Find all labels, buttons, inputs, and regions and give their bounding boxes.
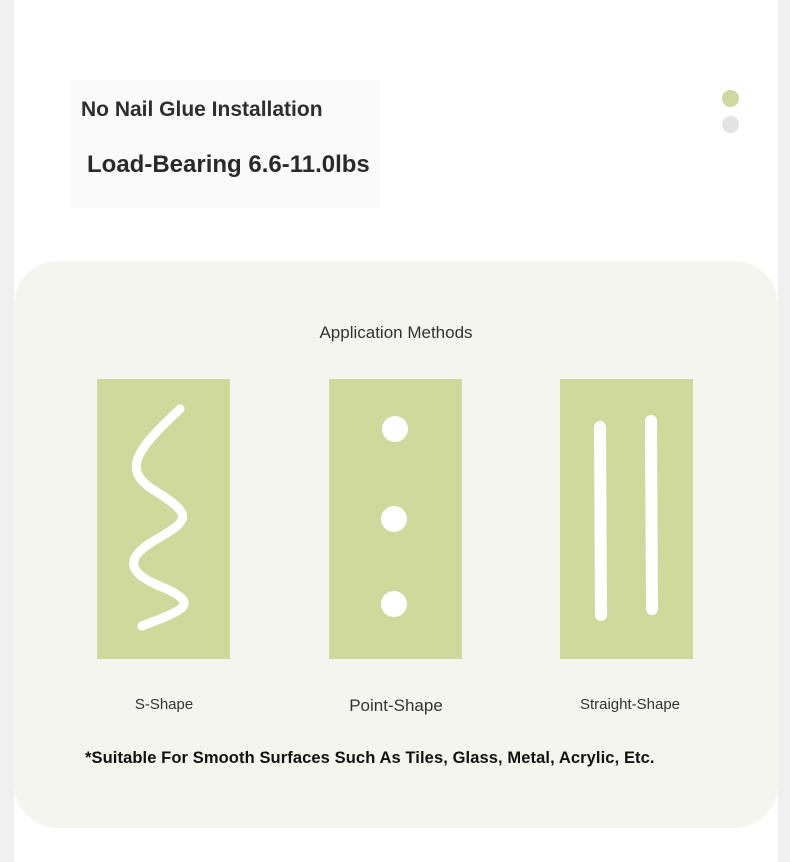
- carousel-dot-2[interactable]: [722, 116, 739, 133]
- carousel-dot-1[interactable]: [722, 90, 739, 107]
- section-title: Application Methods: [319, 323, 473, 342]
- straight-shape-icon: [560, 379, 693, 659]
- point-shape-label: Point-Shape: [349, 696, 443, 715]
- s-shape-icon: [97, 379, 230, 659]
- surface-note: *Suitable For Smooth Surfaces Such As Tiles, Glass, Metal, Acrylic, Etc.: [85, 749, 655, 767]
- page-title: No Nail Glue Installation: [81, 98, 323, 121]
- application-methods-card: [14, 261, 778, 828]
- straight-shape-label: Straight-Shape: [579, 696, 681, 713]
- s-shape-label: S-Shape: [134, 696, 194, 713]
- product-page: [14, 0, 778, 862]
- point-shape-icon: [329, 379, 462, 659]
- load-bearing-subtitle: Load-Bearing 6.6-11.0lbs: [87, 151, 370, 178]
- straight-shape-panel: [560, 379, 693, 659]
- s-shape-panel: [97, 379, 230, 659]
- point-shape-panel: [329, 379, 462, 659]
